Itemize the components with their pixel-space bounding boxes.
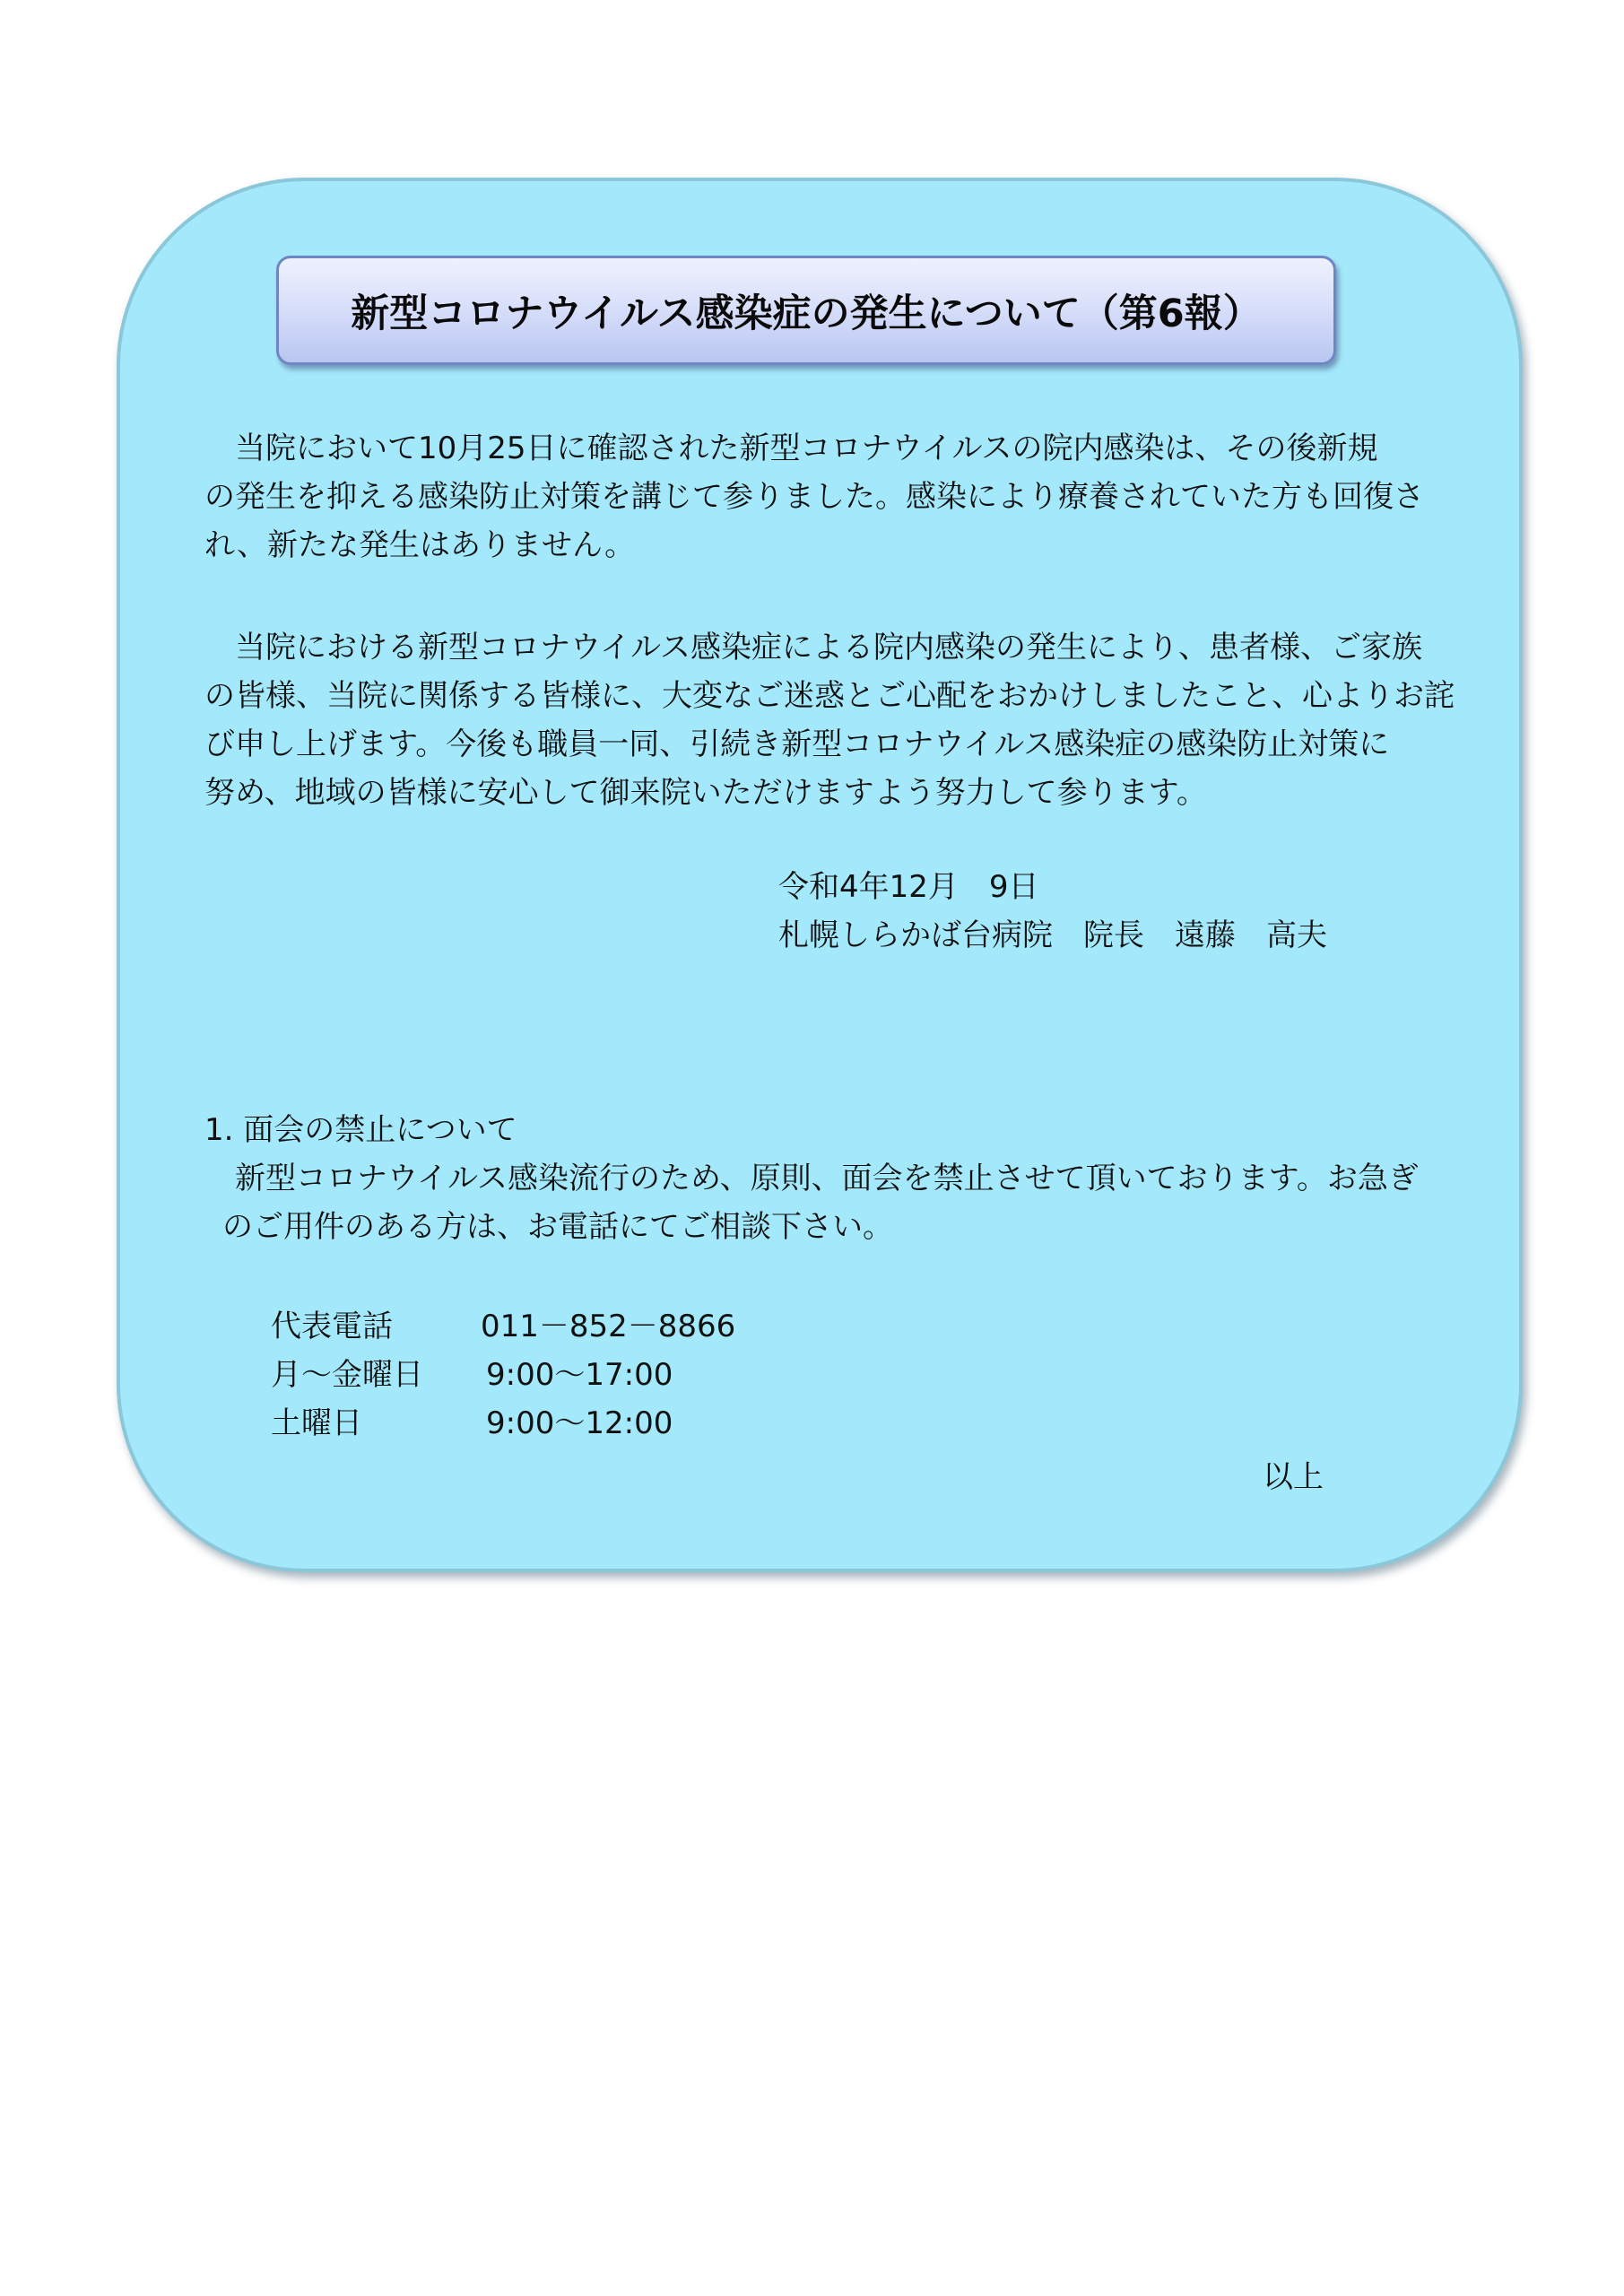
section-line: のご用件のある方は、お電話にてご相談下さい。 (222, 1209, 893, 1245)
paragraph2-line: び申し上げます。今後も職員一同、引続き新型コロナウイルス感染症の感染防止対策に (204, 726, 1390, 762)
saturday-hours: 9:00～12:00 (486, 1405, 673, 1441)
paragraph2-line: の皆様、当院に関係する皆様に、大変なご迷惑とご心配をおかけしましたこと、心よりお詫 (204, 678, 1455, 714)
section-heading: 1. 面会の禁止について (204, 1112, 517, 1148)
issue-date: 令和4年12月 9日 (778, 869, 1039, 905)
contact-label: 土曜日 (271, 1405, 362, 1441)
section-line: 新型コロナウイルス感染流行のため、原則、面会を禁止させて頂いております。お急ぎ (204, 1161, 1419, 1196)
paragraph1-line: 当院において10月25日に確認された新型コロナウイルスの院内感染は、その後新規 (204, 430, 1378, 466)
paragraph1-line: の発生を抑える感染防止対策を講じて参りました。感染により療養されていた方も回復さ (204, 479, 1424, 515)
paragraph2-line: 当院における新型コロナウイルス感染症による院内感染の発生により、患者様、ご家族 (204, 630, 1422, 665)
paragraph2-line: 努め、地域の皆様に安心して御来院いただけますよう努力して参ります。 (204, 775, 1207, 811)
notice-title: 新型コロナウイルス感染症の発生について（第6報） (351, 291, 1262, 336)
paragraph1-line: れ、新たな発生はありません。 (204, 527, 636, 563)
phone-number: 011－852－8866 (481, 1309, 736, 1344)
signature: 札幌しらかば台病院 院長 遠藤 高夫 (778, 918, 1327, 953)
contact-label: 月～金曜日 (271, 1357, 423, 1393)
contact-label: 代表電話 (271, 1309, 393, 1344)
closing-text: 以上 (1263, 1459, 1324, 1495)
title-box (276, 256, 1336, 365)
weekday-hours: 9:00～17:00 (486, 1357, 673, 1393)
